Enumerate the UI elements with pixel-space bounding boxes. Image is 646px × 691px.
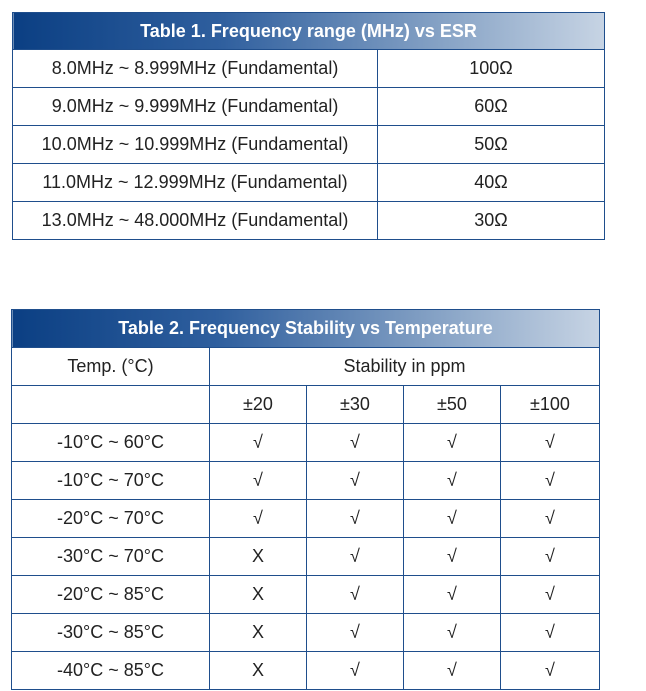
mark-cell: √ — [404, 424, 501, 462]
stability-table-title-row — [12, 310, 600, 348]
mark-cell: X — [210, 576, 307, 614]
temp-range-cell: -40°C ~ 85°C — [12, 652, 210, 690]
mark-cell: √ — [501, 500, 600, 538]
stability-table — [11, 309, 600, 690]
mark-cell: X — [210, 614, 307, 652]
mark-cell: √ — [404, 462, 501, 500]
mark-cell: √ — [210, 500, 307, 538]
frequency-range-cell: 9.0MHz ~ 9.999MHz (Fundamental) — [13, 88, 378, 126]
esr-table-title-row — [13, 13, 605, 50]
frequency-range-cell: 11.0MHz ~ 12.999MHz (Fundamental) — [13, 164, 378, 202]
esr-table — [12, 12, 605, 240]
frequency-range-cell: 10.0MHz ~ 10.999MHz (Fundamental) — [13, 126, 378, 164]
esr-value-cell: 100Ω — [378, 50, 605, 88]
table-row — [13, 88, 605, 126]
table-row — [13, 202, 605, 240]
table-row — [12, 462, 600, 500]
stability-header: Stability in ppm — [210, 348, 600, 386]
temp-range-cell: -20°C ~ 85°C — [12, 576, 210, 614]
mark-cell: √ — [307, 652, 404, 690]
mark-cell: √ — [501, 462, 600, 500]
mark-cell: √ — [501, 576, 600, 614]
mark-cell: √ — [501, 538, 600, 576]
mark-cell: √ — [404, 652, 501, 690]
table-row — [12, 576, 600, 614]
mark-cell: X — [210, 652, 307, 690]
empty-header-cell — [12, 386, 210, 424]
stability-table-title: Table 2. Frequency Stability vs Temperature — [12, 310, 600, 348]
mark-cell: √ — [307, 424, 404, 462]
table-row — [12, 652, 600, 690]
temp-range-cell: -10°C ~ 70°C — [12, 462, 210, 500]
frequency-range-cell: 13.0MHz ~ 48.000MHz (Fundamental) — [13, 202, 378, 240]
table-row — [12, 614, 600, 652]
mark-cell: √ — [307, 462, 404, 500]
mark-cell: √ — [501, 652, 600, 690]
ppm-header-row — [12, 386, 600, 424]
mark-cell: √ — [404, 538, 501, 576]
mark-cell: √ — [307, 538, 404, 576]
esr-value-cell: 30Ω — [378, 202, 605, 240]
mark-cell: √ — [501, 424, 600, 462]
temp-range-cell: -30°C ~ 85°C — [12, 614, 210, 652]
esr-value-cell: 60Ω — [378, 88, 605, 126]
temp-header: Temp. (°C) — [12, 348, 210, 386]
mark-cell: √ — [307, 576, 404, 614]
ppm-column-header: ±100 — [501, 386, 600, 424]
temp-range-cell: -10°C ~ 60°C — [12, 424, 210, 462]
mark-cell: √ — [501, 614, 600, 652]
ppm-column-header: ±30 — [307, 386, 404, 424]
mark-cell: √ — [307, 614, 404, 652]
ppm-column-header: ±50 — [404, 386, 501, 424]
mark-cell: X — [210, 538, 307, 576]
mark-cell: √ — [307, 500, 404, 538]
ppm-column-header: ±20 — [210, 386, 307, 424]
table-row — [13, 126, 605, 164]
mark-cell: √ — [210, 424, 307, 462]
table-row — [13, 50, 605, 88]
mark-cell: √ — [404, 500, 501, 538]
esr-table-title: Table 1. Frequency range (MHz) vs ESR — [13, 13, 605, 50]
table-row — [13, 164, 605, 202]
esr-value-cell: 50Ω — [378, 126, 605, 164]
frequency-range-cell: 8.0MHz ~ 8.999MHz (Fundamental) — [13, 50, 378, 88]
table-row — [12, 538, 600, 576]
esr-value-cell: 40Ω — [378, 164, 605, 202]
mark-cell: √ — [404, 576, 501, 614]
mark-cell: √ — [404, 614, 501, 652]
mark-cell: √ — [210, 462, 307, 500]
header-row — [12, 348, 600, 386]
table-row — [12, 424, 600, 462]
table-row — [12, 500, 600, 538]
temp-range-cell: -30°C ~ 70°C — [12, 538, 210, 576]
temp-range-cell: -20°C ~ 70°C — [12, 500, 210, 538]
